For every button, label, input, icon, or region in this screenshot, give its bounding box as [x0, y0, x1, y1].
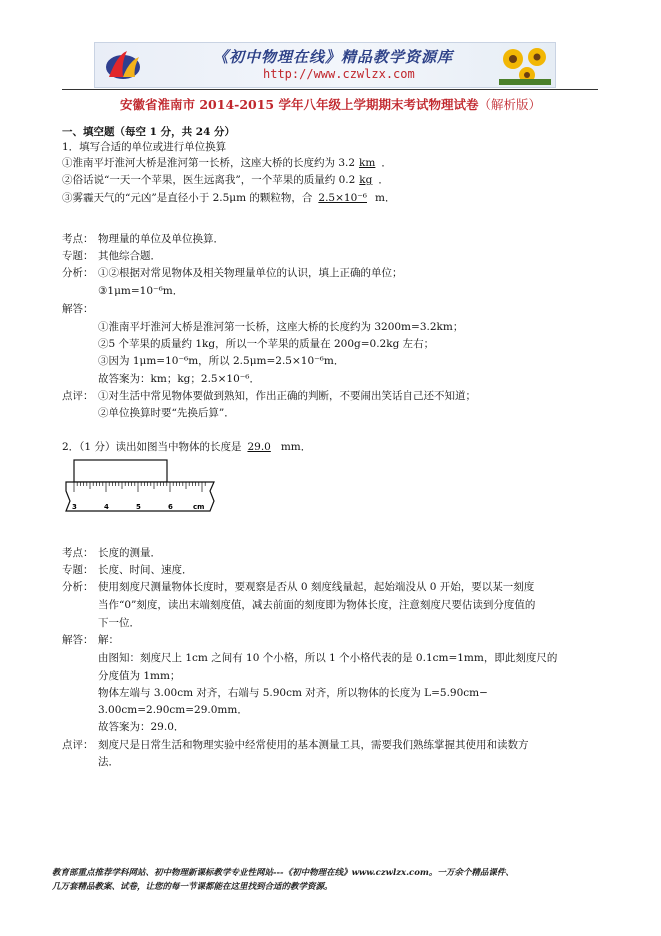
q2-answer: 29.0 — [247, 441, 271, 453]
ruler-label-cm: cm — [193, 503, 205, 511]
q1-jieda-4: 故答案为：km；kg；2.5×10⁻⁶． — [98, 373, 261, 385]
ruler-label-3: 3 — [72, 503, 77, 511]
q1-item1-answer: km — [359, 157, 376, 169]
q1-jieda-label: 解答： — [62, 303, 94, 315]
ruler-label-6: 6 — [168, 503, 173, 511]
header-divider — [62, 89, 598, 90]
q2-jieda-3: 物体左端与 3.00cm 对齐，右端与 5.90cm 对齐，所以物体的长度为 L=5.90cm− — [98, 687, 488, 699]
q1-item2-answer: kg — [359, 174, 373, 186]
q2-kaodian: 长度的测量． — [98, 547, 161, 559]
q1-item1-text: ①淮南平圩淮河大桥是淮河第一长桥，这座大桥的长度约为 3.2 — [62, 157, 356, 169]
q2-fenxi-3: 下一位． — [98, 617, 140, 629]
ruler-label-4: 4 — [104, 503, 109, 511]
q2-jieda-2: 分度值为 1mm； — [98, 670, 181, 682]
q1-jieda-2: ②5 个苹果的质量约 1kg，所以一个苹果的质量在 200g=0.2kg 左右； — [98, 338, 435, 350]
document-title-main: 安徽省淮南市 2014-2015 学年八年级上学期期末考试物理试卷 — [120, 97, 479, 112]
q2-jieda-1: 由图知：刻度尺上 1cm 之间有 10 个小格，所以 1 个小格代表的是 0.1cm=1mm，即此刻度尺的 — [98, 652, 558, 664]
q2-jieda-0: 解： — [98, 634, 119, 646]
q2-kaodian-label: 考点： — [62, 547, 94, 559]
q2-zhuanti: 长度、时间、速度． — [98, 564, 193, 576]
q1-jieda-3: ③因为 1μm=10⁻⁶m，所以 2.5μm=2.5×10⁻⁶m． — [98, 355, 345, 367]
q1-kaodian: 物理量的单位及单位换算． — [98, 233, 224, 245]
q2-stem-text: 2．（1 分）读出如图当中物体的长度是 — [62, 441, 242, 453]
q1-item1-end: ． — [381, 157, 392, 169]
q1-dianping-2: ②单位换算时要“先换后算”． — [98, 407, 235, 419]
q1-item3-answer: 2.5×10⁻⁶ — [318, 192, 367, 204]
sunflower-icon — [499, 45, 551, 85]
q2-fenxi-label: 分析： — [62, 581, 94, 593]
footer-line-2: 几万套精品教案、试卷，让您的每一节课都能在这里找到合适的教学资源。 — [52, 882, 333, 892]
q2-dianping-label: 点评： — [62, 739, 94, 751]
q1-dianping-1: ①对生活中常见物体要做到熟知，作出正确的判断，不要闹出笑话自己还不知道； — [98, 390, 476, 402]
document-title — [0, 95, 661, 113]
q1-dianping-label: 点评： — [62, 390, 94, 402]
q1-item3-unit: m． — [375, 192, 396, 204]
q2-jieda-label: 解答： — [62, 634, 94, 646]
document-title-sub: （解析版） — [478, 97, 541, 112]
q2-dianping-2: 法． — [98, 756, 119, 768]
q2-jieda-5: 故答案为：29.0． — [98, 721, 185, 733]
banner-url[interactable]: http://www.czwlzx.com — [263, 67, 415, 81]
q2-fenxi-1: 使用刻度尺测量物体长度时，要观察是否从 0 刻度线量起，起始端没从 0 开始，要以某一刻度 — [98, 581, 535, 593]
q1-fenxi-label: 分析： — [62, 267, 94, 279]
q1-zhuanti-label: 专题： — [62, 250, 94, 262]
q2-jieda-4: 3.00cm=2.90cm=29.0mm． — [98, 704, 248, 716]
footer-line-1: 教育部重点推荐学科网站、初中物理新课标教学专业性网站---《初中物理在线》www.czwlzx.com。一万余个精品课件、 — [52, 868, 514, 878]
q2-stem — [62, 440, 311, 454]
header-banner — [94, 42, 556, 88]
ruler-figure — [62, 458, 222, 520]
q1-jieda-1: ①淮南平圩淮河大桥是淮河第一长桥，这座大桥的长度约为 3200m=3.2km； — [98, 321, 464, 333]
banner-title: 《初中物理在线》精品教学资源库 — [213, 48, 454, 66]
q2-fenxi-2: 当作“0”刻度，读出末端刻度值，减去前面的刻度即为物体长度，注意刻度尺要估读到分度值的 — [98, 599, 536, 611]
q2-zhuanti-label: 专题： — [62, 564, 94, 576]
q2-stem-unit: mm． — [280, 441, 312, 453]
q1-item2 — [62, 173, 389, 187]
measured-block — [74, 460, 167, 482]
q1-item2-text: ②俗话说“一天一个苹果，医生远离我”，一个苹果的质量约 0.2 — [62, 174, 356, 186]
section-heading: 一、填空题（每空 1 分，共 24 分） — [62, 126, 236, 138]
q1-item1 — [62, 156, 392, 170]
q1-zhuanti: 其他综合题． — [98, 250, 161, 262]
q1-item3-text: ③雾霾天气的“元凶”是直径小于 2.5μm 的颗粒物，合 — [62, 192, 313, 204]
q1-fenxi-2: ③1μm=10⁻⁶m． — [98, 285, 184, 297]
ruler-label-5: 5 — [136, 503, 141, 511]
q1-item3 — [62, 191, 395, 205]
q1-item2-end: ． — [378, 174, 389, 186]
q1-stem: 1．填写合适的单位或进行单位换算 — [62, 141, 227, 153]
q1-fenxi-1: ①②根据对常见物体及相关物理量单位的认识，填上正确的单位； — [98, 267, 403, 279]
q1-kaodian-label: 考点： — [62, 233, 94, 245]
q2-dianping-1: 刻度尺是日常生活和物理实验中经常使用的基本测量工具，需要我们熟练掌握其使用和读数方 — [98, 739, 529, 751]
site-logo-icon — [103, 47, 143, 83]
